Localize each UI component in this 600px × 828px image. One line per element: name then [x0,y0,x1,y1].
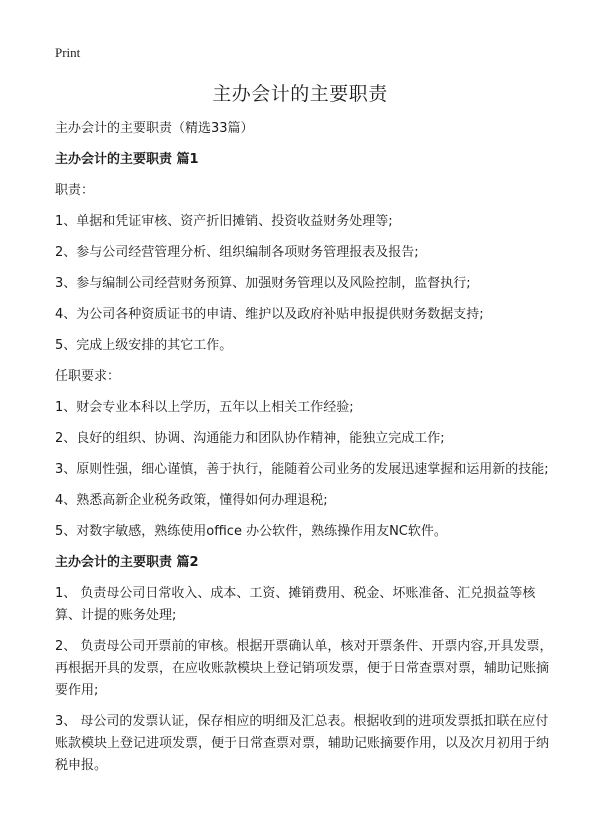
requirement-item: 2、良好的组织、协调、沟通能力和团队协作精神，能独立完成工作; [55,431,445,446]
duty-item: 2、参与公司经营管理分析、组织编制各项财务管理报表及报告; [55,245,419,260]
document-title: 主办会计的主要职责 [212,83,388,105]
requirement-item: 3、原则性强，细心谨慎，善于执行，能随着公司业务的发展迅速掌握和运用新的技能; [55,462,549,477]
section2-item: 1、 负责母公司日常收入、成本、工资、摊销费用、税金、坏账准备、汇兑损益等核算、计提的账务处理; [55,586,536,623]
duties-label: 职责： [55,183,95,198]
document-body [55,118,555,786]
requirements-label: 任职要求： [55,369,121,384]
section2-item: 2、 负责母公司开票前的审核。根据开票确认单，核对开票条件、开票内容,开具发票，再根据开具的发票，在应收账款模块上登记销项发票，便于日常查票对票，辅助记账摘要作用; [55,639,553,698]
requirement-item: 5、对数字敏感，熟练使用office 办公软件，熟练操作用友NC软件。 [55,524,447,539]
requirement-item: 1、财会专业本科以上学历，五年以上相关工作经验; [55,400,354,415]
duty-item: 4、为公司各种资质证书的申请、维护以及政府补贴申报提供财务数据支持; [55,307,484,322]
document-subtitle: 主办会计的主要职责（精选33篇） [55,121,254,136]
duty-item: 1、单据和凭证审核、资产折旧摊销、投资收益财务处理等; [55,214,393,229]
requirement-item: 4、熟悉高新企业税务政策，懂得如何办理退税; [55,493,328,508]
section2-item: 3、 母公司的发票认证，保存相应的明细及汇总表。根据收到的进项发票抵扣联在应付账款模块上登记进项发票，便于日常查票对票，辅助记账摘要作用，以及次月初用于纳税申报。 [55,714,550,773]
section-heading-1: 主办会计的主要职责 篇1 [55,152,199,167]
print-label: Print [55,45,81,60]
section-heading-2: 主办会计的主要职责 篇2 [55,555,199,570]
duty-item: 3、参与编制公司经营财务预算、加强财务管理以及风险控制，监督执行; [55,276,471,291]
duty-item: 5、完成上级安排的其它工作。 [55,338,233,353]
